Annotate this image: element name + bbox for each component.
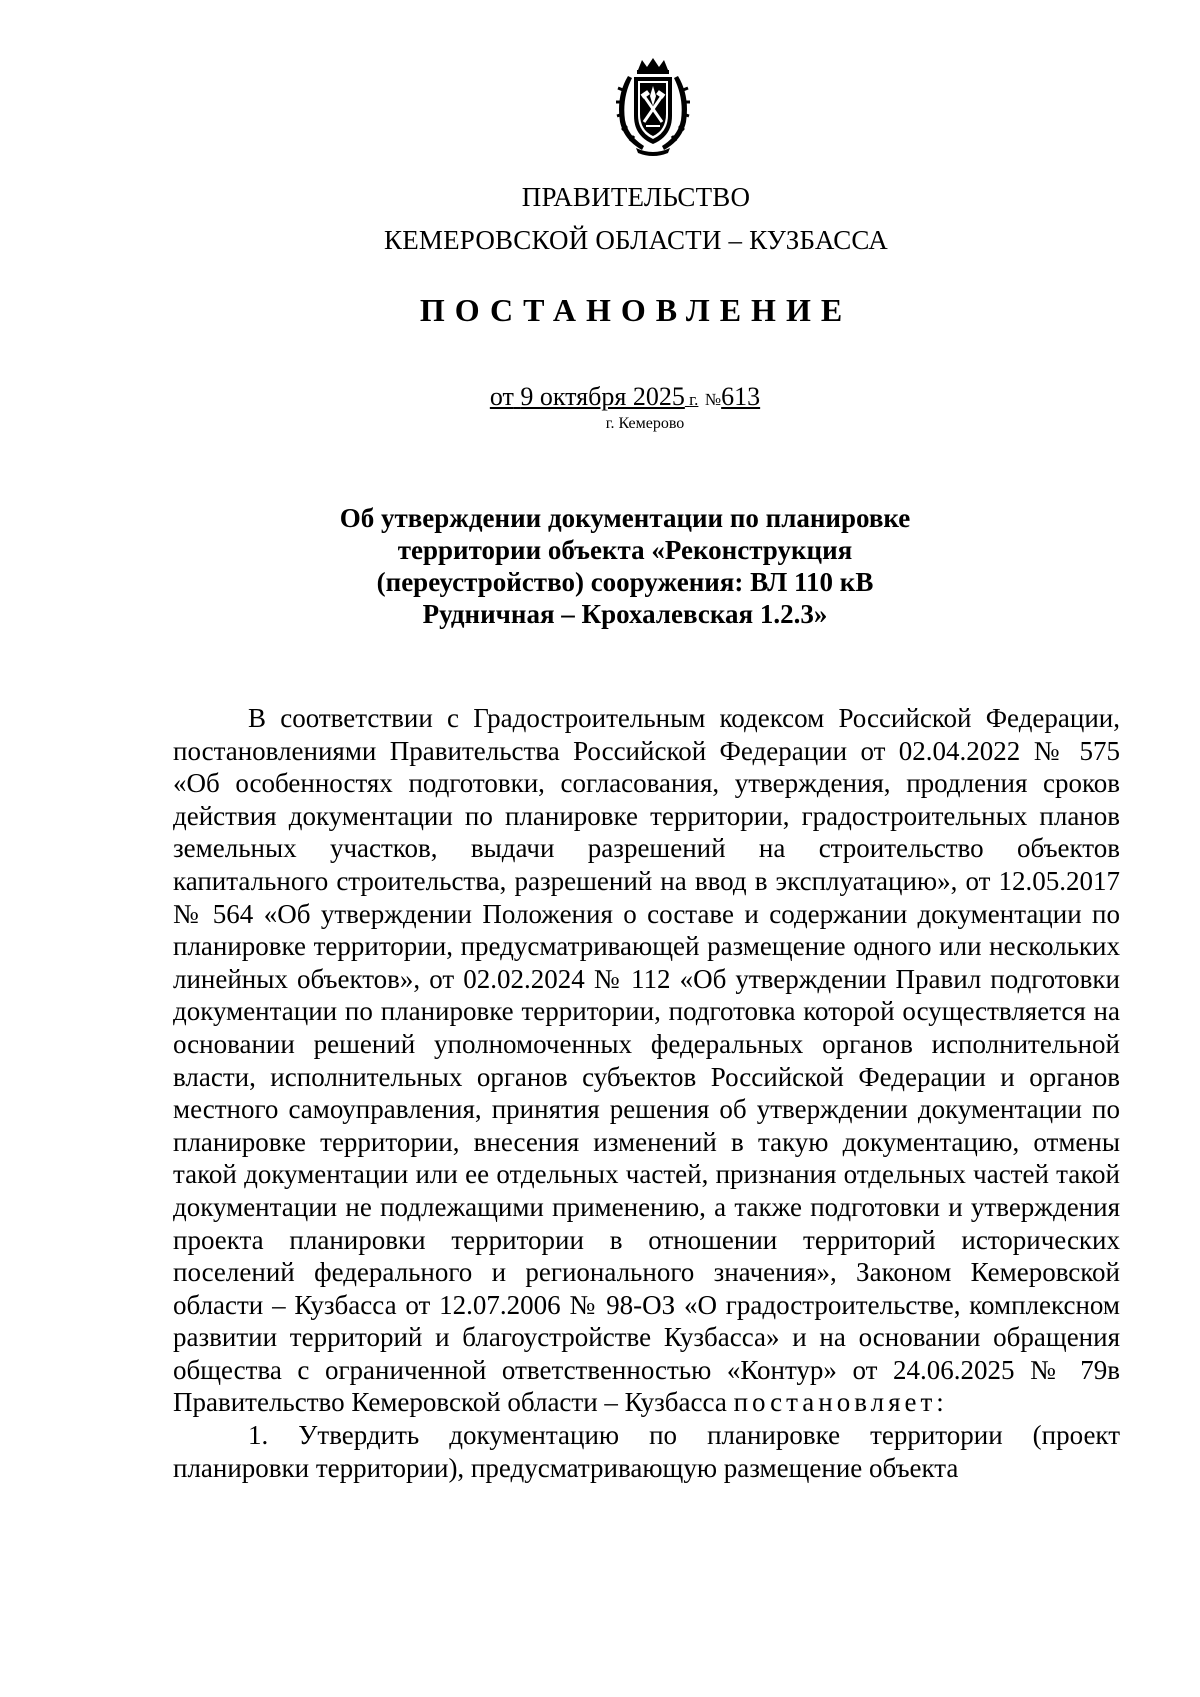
government-name-line1: ПРАВИТЕЛЬСТВО (521, 182, 751, 212)
resolves-word: постановляет: (733, 1387, 948, 1418)
document-type-heading: ПОСТАНОВЛЕНИЕ (419, 292, 853, 328)
number-sign: № (704, 390, 722, 409)
date-prefix: от (489, 382, 514, 411)
city-label: г. Кемерово (605, 415, 685, 432)
date-value: 9 октября 2025 (520, 382, 685, 411)
title-line: территории объекта «Реконструкция (397, 535, 853, 565)
title-line: Рудничная – Крохалевская 1.2.3» (422, 599, 828, 629)
title-line: (переустройство) сооружения: ВЛ 110 кВ (376, 567, 874, 597)
title-line: Об утверждении документации по планировке (339, 503, 911, 533)
resolution-item-1: 1. Утвердить документацию по планировке территории (проект планировки территории), предусматривающую размещение объекта (173, 1420, 1120, 1483)
preamble-text: В соответствии с Градостроительным кодексом Российской Федерации, постановлениями Правительства Российской Федерации от 02.04.2022 № 575 «Об особенностях подготовки, согласования, утверждения, продления сроков действия документации по планировке территории, градостроительных планов земельных участков, выдачи разрешений на строительство объектов капитального строительства, разрешений на ввод в эксплуатацию», от 12.05.2017 № 564 «Об утверждении Положения о составе и содержании документации по планировке территории, предусматривающей размещение одного или нескольких линейных объектов», от 02.02.2024 № 112 «Об утверждении Правил подготовки документации по планировке территории, подготовка которой осуществляется на основании решений уполномоченных федеральных органов исполнительной власти, исполнительных органов субъектов Российской Федерации и органов местного самоуправления, принятия решения об утверждении документации по планировке территории, внесения изменений в такую документацию, отмены такой документации или ее отдельных частей, признания отдельных частей такой документации не подлежащими применению, а также подготовки и утверждения проекта планировки территории в отношении территорий исторических поселений федерального и регионального значения», Законом Кемеровской области – Кузбасса от 12.07.2006 № 98-ОЗ «О градостроительстве, комплексном развитии территорий и благоустройстве Кузбасса» и на основании обращения общества с ограниченной ответственностью «Контур» от 24.06.2025 № 79в Правительство Кемеровской области – Кузбасса (173, 703, 1120, 1418)
date-suffix: г. (689, 390, 699, 409)
document-date-number (0, 382, 1200, 415)
document-title (0, 502, 1200, 630)
body-paragraph-preamble (173, 702, 1120, 1484)
government-name-line2: КЕМЕРОВСКОЙ ОБЛАСТИ – КУЗБАССА (384, 225, 888, 255)
coat-of-arms-icon (614, 56, 692, 156)
document-number: 613 (721, 382, 761, 411)
